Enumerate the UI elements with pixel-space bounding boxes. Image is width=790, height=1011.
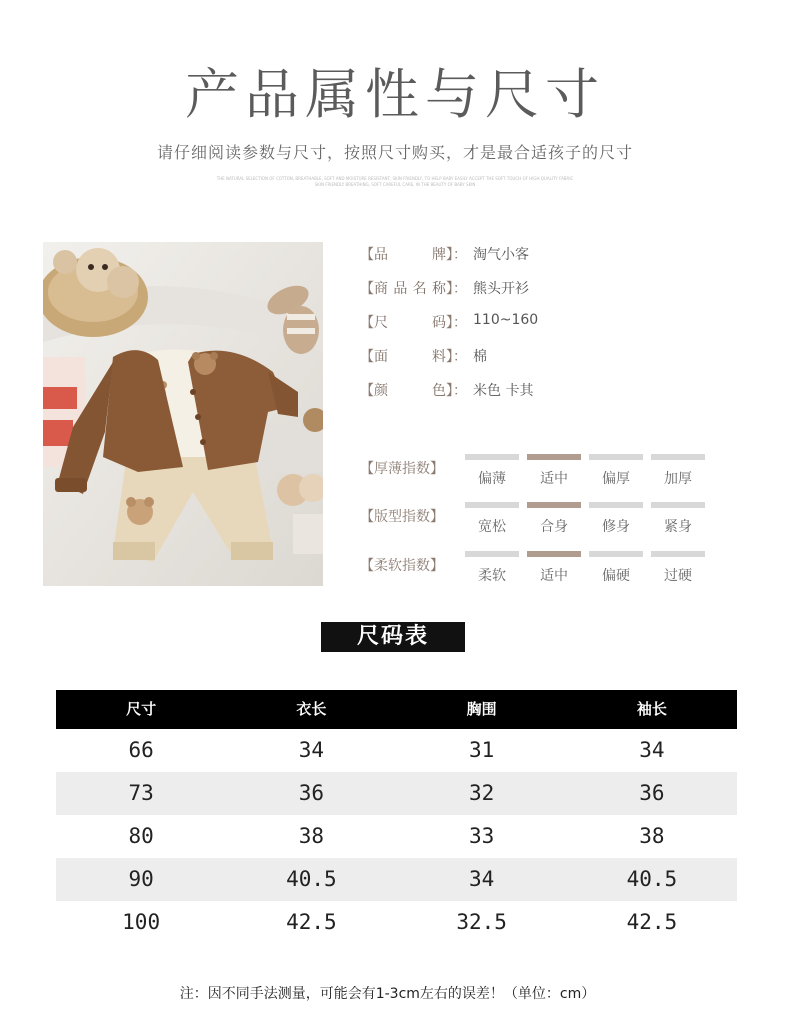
index-option: 偏厚 xyxy=(589,454,643,488)
index-label: 【柔软指数】 xyxy=(360,558,444,574)
page-title: 产品属性与尺寸 xyxy=(185,63,605,126)
attribute-row: 【商品名称】： 熊头开衫 xyxy=(360,278,620,300)
fine-print-line: THE NATURAL SELECTION OF COTTON, BREATHABLE, SOFT AND MOISTURE RESISTANT, SKIN FRIENDLY, TO HELP BABY EASILY ACCEPT THE SOFT TOUCH OF HIGH QUALITY FABRIC xyxy=(216,176,574,181)
attribute-label: 品牌 xyxy=(374,247,446,263)
fine-print-line: SKIN FRIENDLY BREATHING, SOFT CAREFUL CARE, IN THE BEAUTY OF BABY SKIN xyxy=(314,182,476,187)
measurement-note: 注：因不同手法测量，可能会有1-3cm左右的误差！（单位：cm） xyxy=(179,986,596,1002)
index-option: 宽松 xyxy=(465,502,519,536)
thickness-index xyxy=(360,458,720,498)
index-option-selected: 适中 xyxy=(527,454,581,488)
page-subtitle: 请仔细阅读参数与尺寸，按照尺寸购买，才是最合适孩子的尺寸 xyxy=(156,143,633,162)
table-cell: 38 xyxy=(639,824,665,848)
index-option-selected: 适中 xyxy=(527,551,581,585)
index-label: 【厚薄指数】 xyxy=(360,461,444,477)
attribute-label: 颜色 xyxy=(374,383,446,399)
attribute-value: 淘气小客 xyxy=(473,247,529,263)
attribute-value: 棉 xyxy=(473,349,487,365)
table-cell: 73 xyxy=(128,781,154,805)
index-option: 柔软 xyxy=(465,551,519,585)
column-header: 胸围 xyxy=(466,700,497,718)
table-row xyxy=(56,772,737,815)
index-option: 紧身 xyxy=(651,502,705,536)
table-cell: 31 xyxy=(468,738,495,762)
table-cell: 66 xyxy=(128,738,154,762)
index-option: 加厚 xyxy=(651,454,705,488)
table-cell: 36 xyxy=(298,781,325,805)
attribute-label: 面料 xyxy=(374,349,446,365)
table-row xyxy=(56,901,737,944)
size-table xyxy=(56,690,737,944)
attribute-value: 米色 卡其 xyxy=(473,383,534,399)
table-row xyxy=(56,858,737,901)
table-cell: 32 xyxy=(468,781,495,805)
column-header: 袖长 xyxy=(636,700,667,718)
softness-index xyxy=(360,555,720,595)
index-option-selected: 合身 xyxy=(527,502,581,536)
table-cell: 80 xyxy=(128,824,154,848)
attribute-row: 【颜色】： 米色 卡其 xyxy=(360,380,620,402)
table-cell: 34 xyxy=(639,738,665,762)
table-header xyxy=(56,690,737,729)
table-cell: 40.5 xyxy=(626,867,678,891)
attribute-row: 【品牌】： 淘气小客 xyxy=(360,244,620,266)
table-cell: 38 xyxy=(298,824,325,848)
table-cell: 40.5 xyxy=(286,867,337,891)
index-option: 偏硬 xyxy=(589,551,643,585)
attribute-label: 商品名称 xyxy=(374,281,446,297)
table-cell: 36 xyxy=(639,781,665,805)
table-row xyxy=(56,729,737,772)
product-photo xyxy=(43,242,323,586)
attribute-row: 【面料】： 棉 xyxy=(360,346,620,368)
table-row xyxy=(56,815,737,858)
attribute-value: 110~160 xyxy=(473,312,539,328)
size-chart-title: 尺码表 xyxy=(321,622,465,652)
index-option: 过硬 xyxy=(651,551,705,585)
index-label: 【版型指数】 xyxy=(360,509,444,525)
table-cell: 42.5 xyxy=(286,910,337,934)
attribute-value: 熊头开衫 xyxy=(473,281,529,297)
attribute-row: 【尺码】： 110~160 xyxy=(360,312,539,331)
table-cell: 42.5 xyxy=(626,910,678,934)
column-header: 尺寸 xyxy=(126,700,157,718)
fit-index xyxy=(360,506,720,546)
table-cell: 33 xyxy=(468,824,495,848)
table-cell: 34 xyxy=(298,738,325,762)
index-option: 修身 xyxy=(589,502,643,536)
table-cell: 34 xyxy=(468,867,495,891)
table-cell: 100 xyxy=(122,910,161,934)
index-option: 偏薄 xyxy=(465,454,519,488)
column-header: 衣长 xyxy=(296,700,327,718)
attribute-label: 尺码 xyxy=(374,315,446,331)
table-cell: 90 xyxy=(128,867,154,891)
table-cell: 32.5 xyxy=(456,910,507,934)
